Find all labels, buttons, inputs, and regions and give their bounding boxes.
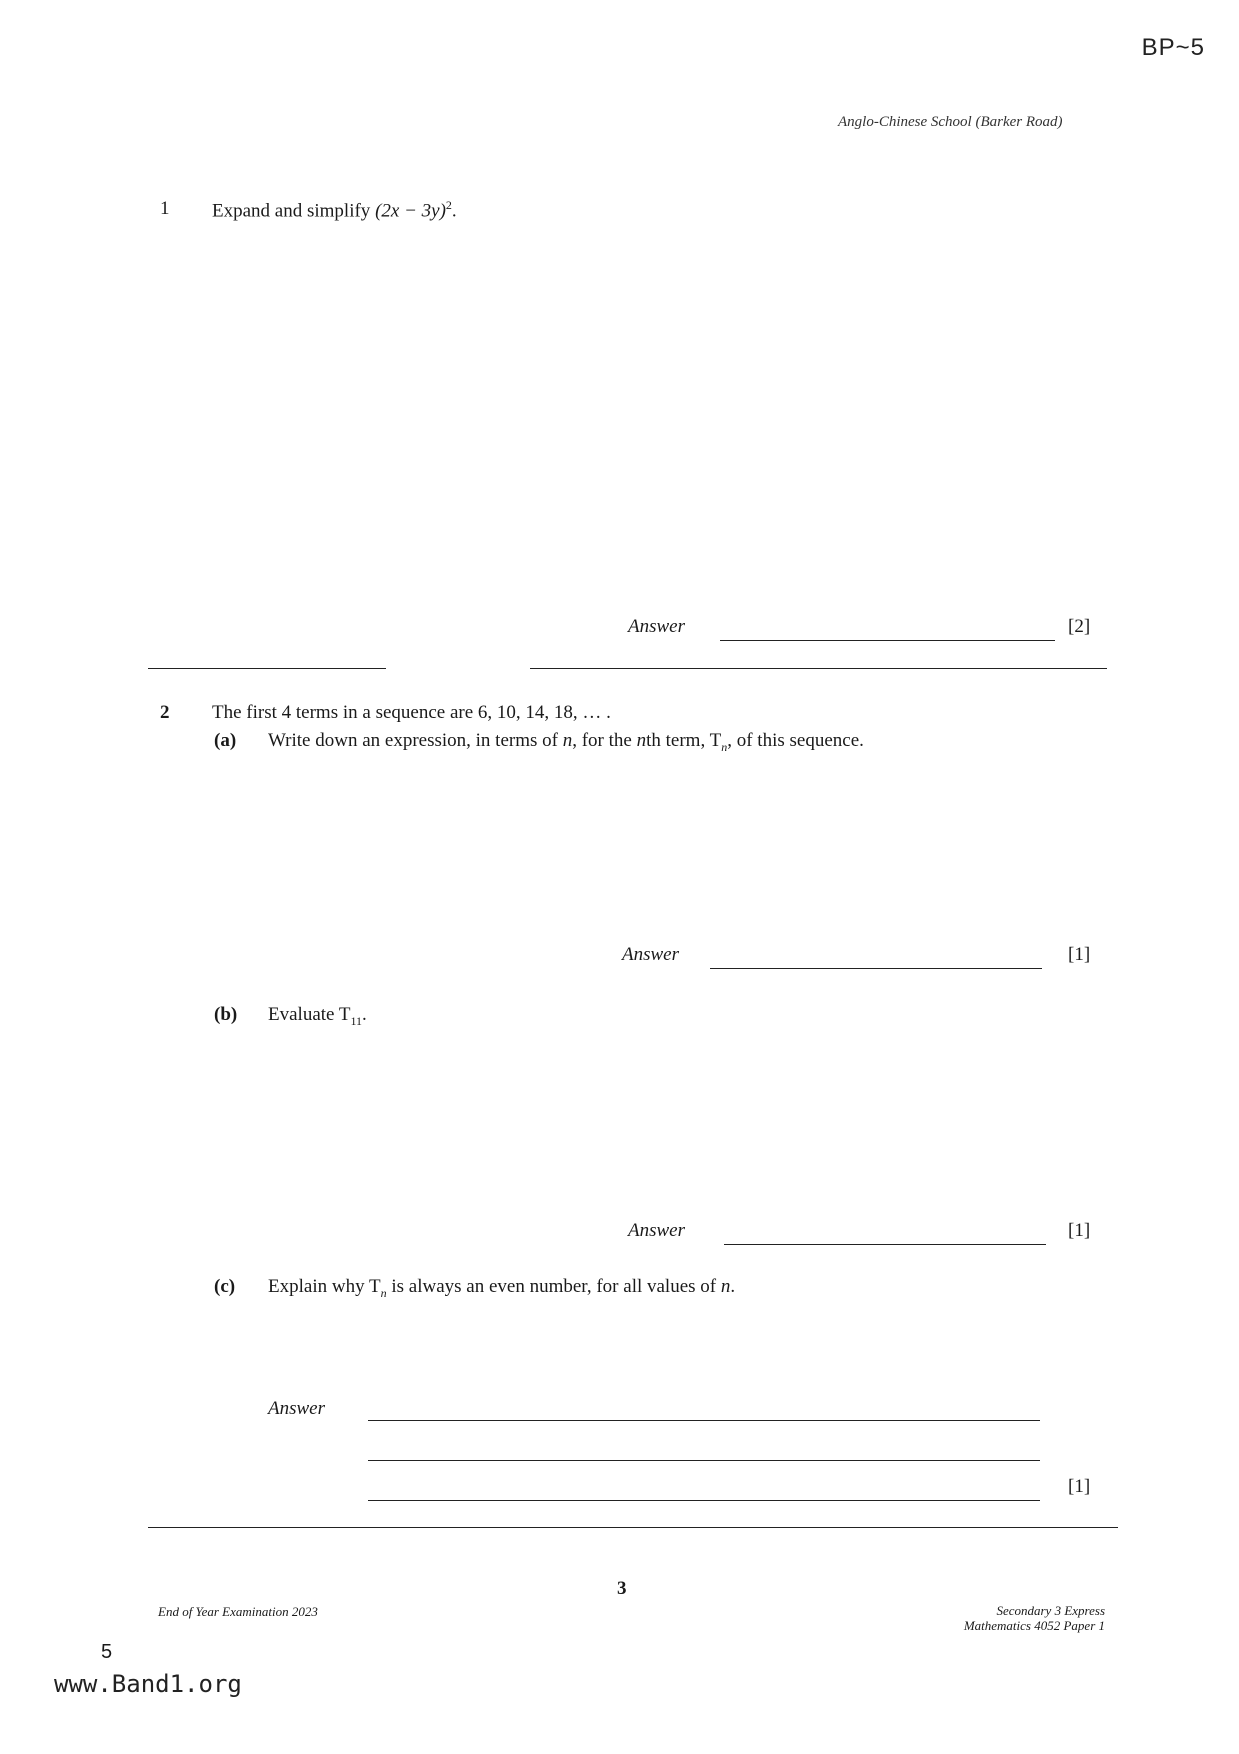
part-a-nth: n (636, 730, 647, 751)
watermark-url[interactable]: www.Band1.org (54, 1670, 242, 1698)
part-a-text-4: , of this sequence. (727, 730, 864, 751)
page-number: 3 (617, 1578, 627, 1599)
part-a-label: (a) (214, 730, 237, 751)
school-name: Anglo-Chinese School (Barker Road) (838, 114, 1063, 130)
footer-exam-name: End of Year Examination 2023 (158, 1604, 318, 1619)
section-divider-right (530, 668, 1107, 669)
part-a-answer-label: Answer (622, 944, 679, 965)
part-b-sub: 11 (350, 1013, 363, 1028)
question-2-stem: The first 4 terms in a sequence are 6, 10, 14, 18, … . (212, 702, 611, 723)
question-1-marks: [2] (1068, 616, 1091, 637)
part-c-marks: [1] (1068, 1476, 1091, 1497)
question-1-exponent: 2 (445, 198, 452, 212)
bottom-divider (148, 1527, 1118, 1528)
part-a-text (268, 730, 864, 755)
part-c-label: (c) (214, 1276, 236, 1297)
part-c-answer-line-1[interactable] (368, 1420, 1040, 1421)
part-a-answer-line[interactable] (710, 968, 1042, 969)
part-c-answer-line-2[interactable] (368, 1460, 1040, 1461)
question-1-suffix: . (451, 200, 457, 222)
part-a-text-2: , for the (572, 730, 632, 751)
part-b-marks: [1] (1068, 1220, 1091, 1241)
document-code: BP~5 (1141, 34, 1205, 61)
part-b-answer-label: Answer (628, 1220, 685, 1241)
part-b-label: (b) (214, 1004, 238, 1025)
question-1-prefix: Expand and simplify (212, 200, 371, 222)
part-c-answer-line-3[interactable] (368, 1500, 1040, 1501)
footer-course (964, 1604, 1105, 1634)
part-c-var: n (720, 1276, 731, 1297)
question-1-answer-label: Answer (628, 616, 685, 637)
question-1-answer-line[interactable] (720, 640, 1055, 641)
part-c-text-1: Explain why T (268, 1276, 381, 1297)
part-b-answer-line[interactable] (724, 1244, 1046, 1245)
question-1-text (212, 198, 457, 222)
part-a-var-n: n (562, 730, 573, 751)
part-a-text-3: th term, T (646, 730, 722, 751)
part-b-text (268, 1004, 367, 1029)
section-divider-left (148, 668, 386, 669)
part-c-sub: n (380, 1285, 387, 1300)
footer-course-line-1: Secondary 3 Express (996, 1603, 1105, 1618)
question-1-expression: (2x − 3y) (375, 200, 446, 222)
part-a-sub: n (721, 739, 728, 754)
part-c-text (268, 1276, 735, 1301)
part-c-text-2: is always an even number, for all values of (386, 1276, 717, 1297)
part-c-suffix: . (730, 1276, 736, 1297)
part-a-text-1: Write down an expression, in terms of (268, 730, 558, 751)
question-1-number: 1 (160, 198, 170, 219)
part-a-marks: [1] (1068, 944, 1091, 965)
pdf-page-number: 5 (101, 1641, 113, 1663)
part-b-suffix: . (362, 1004, 367, 1025)
question-2-number: 2 (160, 702, 170, 723)
part-c-answer-label: Answer (268, 1398, 325, 1419)
footer-course-line-2: Mathematics 4052 Paper 1 (963, 1617, 1105, 1633)
part-b-text-main: Evaluate T (268, 1004, 351, 1025)
